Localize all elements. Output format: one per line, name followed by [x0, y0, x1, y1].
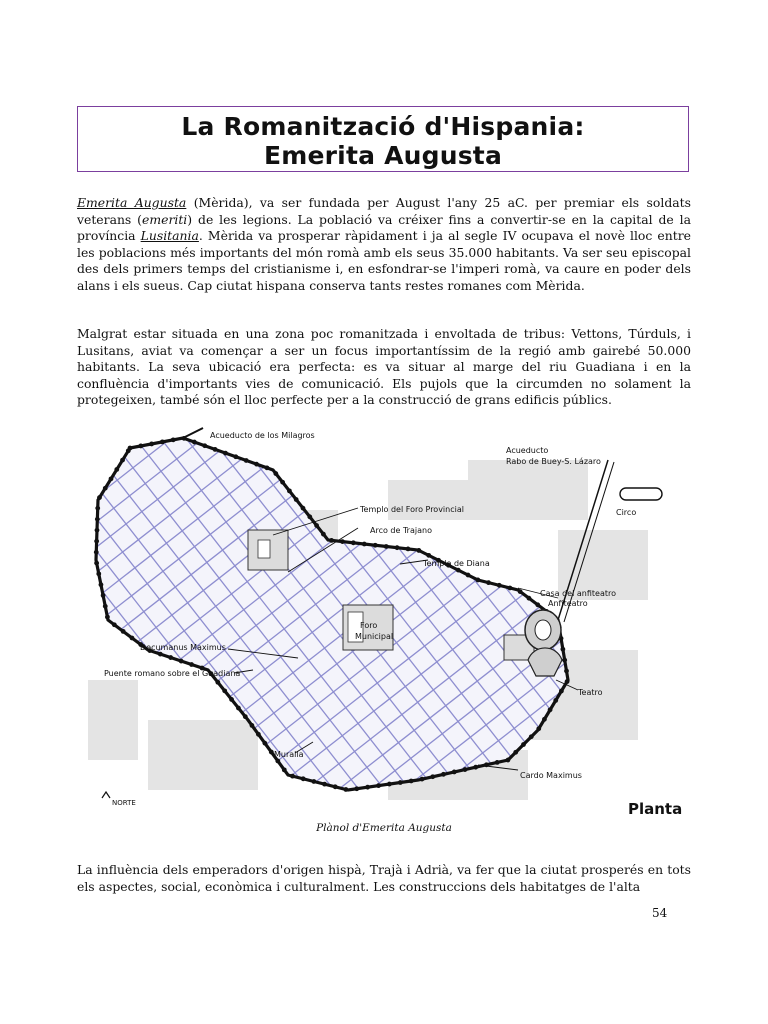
wall-tower [463, 767, 468, 772]
wall-tower [473, 765, 478, 770]
wall-tower [244, 458, 249, 463]
wall-tower [529, 734, 534, 739]
wall-tower [416, 548, 421, 553]
wall-tower [95, 517, 100, 522]
wall-tower [275, 759, 280, 764]
wall-tower [120, 458, 125, 463]
wall-tower [250, 723, 255, 728]
wall-tower [426, 553, 431, 558]
wall-tower [562, 658, 567, 663]
wall-tower [301, 506, 306, 511]
wall-tower [387, 782, 392, 787]
label-circo: Circo [616, 508, 637, 517]
wall-tower [222, 688, 227, 693]
wall-tower [333, 784, 338, 789]
wall-tower [101, 593, 106, 598]
paragraph-intro-text-3: . Mèrida va prosperar ràpidament i ja al segle IV ocupava el novè lloc entre les poblacions més importants del món romà amb els seus 35.000 habitants. Va ser seu episcopal des dels primers temps del cristianisme i, en esfondrar-se l'imperi romà, va caure en poder dels alans i els sueus. Cap ciutat hispana conserva tants restes romanes com Mèrida. [77, 228, 691, 293]
wall-tower [215, 680, 220, 685]
wall-tower [103, 604, 108, 609]
emerita-augusta-term: Emerita Augusta [77, 195, 187, 210]
wall-tower [340, 539, 345, 544]
wall-tower [565, 679, 570, 684]
wall-tower [495, 760, 500, 765]
wall-tower [376, 783, 381, 788]
wall-tower [130, 636, 135, 641]
wall-tower [513, 750, 518, 755]
title-box [77, 106, 689, 172]
wall-tower [384, 544, 389, 549]
label-templo-foro: Templo del Foro Provincial [360, 505, 464, 514]
wall-tower [265, 465, 270, 470]
label-anfiteatro: Anfiteatro [548, 599, 588, 608]
wall-tower [542, 717, 547, 722]
wall-tower [535, 602, 540, 607]
wall-tower [97, 495, 102, 500]
wall-tower [254, 462, 259, 467]
wall-tower [96, 571, 101, 576]
wall-tower [430, 774, 435, 779]
wall-tower [456, 568, 461, 573]
wall-tower [373, 543, 378, 548]
label-teatro: Teatro [578, 688, 603, 697]
amphitheatre-icon [525, 610, 562, 676]
emeriti-term: emeriti [142, 211, 188, 227]
wall-tower [518, 589, 523, 594]
lusitania-term: Lusitania [140, 228, 199, 243]
wall-tower [287, 488, 292, 493]
label-foro-1: Foro [360, 621, 378, 630]
wall-tower [559, 689, 564, 694]
wall-tower [213, 447, 218, 452]
wall-tower [126, 448, 131, 453]
wall-tower [314, 523, 319, 528]
wall-tower [269, 750, 274, 755]
paragraph-location: Malgrat estar situada en una zona poc romanitzada i envoltada de tribus: Vettons, Túrduls, i Lusitans, aviat va començar a ser un focus importantíssim de la regió amb gairebé 50.000 habitants. La seva ubicació era perfecta: es va situar al marge del riu Guadiana i en la confluència d'importants vies de comunicació. Els pujols que la circumden no solament la protegeixen, també són el lloc perfecte per a la construcció de grans edificis públics. [77, 326, 691, 407]
label-arco-trajano: Arco de Trajano [370, 526, 432, 535]
wall-tower [229, 697, 234, 702]
wall-tower [322, 782, 327, 787]
label-cardo: Cardo Maximus [520, 771, 582, 780]
paragraph-intro-text-1: (Mèrida), va ser fundada per August l'any 25 aC. per premiar els soldats veterans ( [77, 195, 691, 227]
wall-tower [94, 561, 99, 566]
wall-tower [105, 615, 110, 620]
aqueduct-milagros-line [183, 428, 203, 438]
wall-tower [420, 777, 425, 782]
circus-icon [620, 488, 662, 500]
wall-tower [441, 772, 446, 777]
wall-tower [508, 586, 513, 591]
page-subtitle: Emerita Augusta [263, 141, 503, 170]
wall-tower [527, 596, 532, 601]
wall-tower [365, 785, 370, 790]
page-number: 54 [652, 906, 668, 920]
wall-tower [94, 550, 99, 555]
wall-tower [189, 662, 194, 667]
wall-tower [321, 532, 326, 537]
wall-tower [354, 786, 359, 791]
wall-tower [466, 573, 471, 578]
wall-tower [351, 540, 356, 545]
label-casa-anfiteatro: Casa del anfiteatro [540, 589, 616, 598]
wall-tower [398, 780, 403, 785]
wall-tower [95, 528, 100, 533]
wall-tower [301, 776, 306, 781]
label-templo-diana: Templo de Diana [423, 559, 490, 568]
wall-tower [94, 539, 99, 544]
wall-tower [236, 706, 241, 711]
wall-tower [536, 726, 541, 731]
wall-tower [138, 444, 143, 449]
wall-tower [233, 454, 238, 459]
wall-tower [262, 741, 267, 746]
wall-tower [160, 439, 165, 444]
wall-tower [406, 546, 411, 551]
wall-tower [223, 451, 228, 456]
wall-tower [497, 583, 502, 588]
wall-tower [273, 471, 278, 476]
label-planta: Planta [628, 800, 683, 818]
wall-tower [99, 582, 104, 587]
wall-tower [114, 467, 119, 472]
label-acueducto-rabo-1: Acueducto [506, 446, 549, 455]
label-muralla: Muralla [274, 750, 304, 759]
wall-tower [179, 659, 184, 664]
city-map [88, 420, 688, 818]
wall-tower [409, 779, 414, 784]
north-arrow-icon [102, 792, 110, 798]
paragraph-intro [77, 195, 691, 294]
wall-tower [290, 774, 295, 779]
label-acueducto-milagros: Acueducto de los Milagros [210, 431, 315, 440]
wall-tower [168, 655, 173, 660]
wall-tower [103, 486, 108, 491]
city-map-svg [88, 420, 688, 818]
wall-tower [343, 787, 348, 792]
wall-tower [294, 497, 299, 502]
wall-tower [171, 437, 176, 442]
wall-tower [307, 514, 312, 519]
wall-tower [282, 767, 287, 772]
wall-tower [95, 506, 100, 511]
wall-tower [395, 545, 400, 550]
wall-tower [486, 580, 491, 585]
wall-tower [452, 770, 457, 775]
wall-tower [553, 698, 558, 703]
wall-tower [112, 622, 117, 627]
wall-tower [192, 440, 197, 445]
wall-tower [243, 714, 248, 719]
label-decumanus: Decumanus Maximus [140, 643, 226, 652]
wall-tower [149, 442, 154, 447]
label-acueducto-rabo-2: Rabo de Buey-S. Lázaro [506, 457, 601, 466]
label-foro-2: Municipal [355, 632, 394, 641]
wall-tower [329, 538, 334, 543]
paragraph-emperors: La influència dels emperadors d'origen hispà, Trajà i Adrià, va fer que la ciutat prosperés en tots els aspectes, social, econòmica i culturalment. Les construccions dels habitatges de l'alta [77, 862, 691, 894]
wall-tower [202, 443, 207, 448]
label-puente: Puente romano sobre el Guadiana [104, 669, 241, 678]
paragraph-intro-text-2: ) de les legions. La població va créixer fins a convertir-se en la capital de la província [77, 211, 691, 243]
wall-tower [362, 542, 367, 547]
map-caption: Plànol d'Emerita Augusta [316, 822, 452, 834]
wall-tower [158, 652, 163, 657]
wall-tower [256, 732, 261, 737]
wall-tower [564, 669, 569, 674]
wall-tower [506, 758, 511, 763]
page-title: La Romanització d'Hispania: [181, 112, 585, 141]
wall-tower [280, 480, 285, 485]
wall-tower [521, 742, 526, 747]
wall-tower [548, 707, 553, 712]
label-norte: NORTE [112, 799, 136, 807]
wall-tower [109, 476, 114, 481]
wall-tower [475, 578, 480, 583]
wall-tower [311, 779, 316, 784]
wall-tower [121, 629, 126, 634]
wall-tower [560, 647, 565, 652]
